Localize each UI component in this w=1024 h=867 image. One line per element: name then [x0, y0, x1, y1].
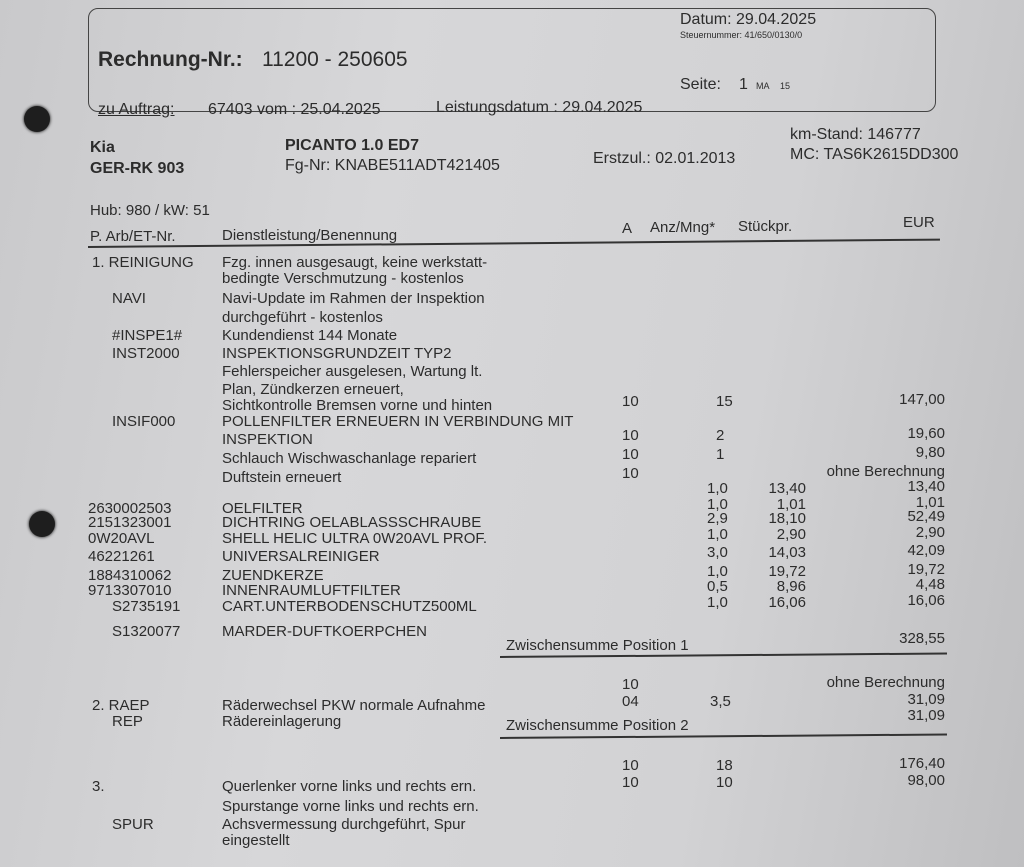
invoice-date: Datum: 29.04.2025: [680, 11, 817, 28]
item-unit-price: 18,10: [768, 510, 806, 527]
item-description: Navi-Update im Rahmen der Inspektion: [222, 290, 485, 307]
item-description: Fehlerspeicher ausgelesen, Wartung lt.: [222, 363, 483, 380]
item-quantity: 1,0: [707, 480, 728, 497]
item-code: S1320077: [112, 623, 181, 640]
item-unit-price: 13,40: [768, 480, 806, 497]
item-description: ZUENDKERZE: [222, 567, 324, 584]
mc-code: MC: TAS6K2615DD300: [790, 146, 959, 163]
item-amount: ohne Berechnung: [826, 463, 945, 480]
item-amount: 13,40: [907, 478, 945, 495]
item-a: 10: [622, 757, 639, 774]
item-quantity: 1,0: [707, 594, 728, 611]
item-quantity: 2,9: [707, 510, 728, 527]
item-unit-price: 14,03: [768, 544, 806, 561]
item-description: Räderwechsel PKW normale Aufnahme: [222, 697, 486, 714]
item-quantity: 2: [716, 427, 725, 444]
item-amount: 19,60: [907, 425, 945, 442]
mileage: km-Stand: 146777: [790, 126, 921, 143]
item-unit-price: 8,96: [776, 578, 806, 595]
item-description: POLLENFILTER ERNEUERN IN VERBINDUNG MIT: [222, 413, 574, 430]
punch-hole-middle: [29, 511, 55, 537]
item-amount: 147,00: [899, 391, 945, 408]
item-description: Spurstange vorne links und rechts ern.: [222, 798, 479, 815]
vehicle-make: Kia: [90, 139, 115, 156]
page-code-number: 15: [780, 81, 791, 91]
item-code: INST2000: [112, 345, 180, 362]
col-description: Dienstleistung/Benennung: [222, 227, 398, 244]
item-description: INSPEKTIONSGRUNDZEIT TYP2: [222, 345, 452, 362]
item-code: 3.: [92, 778, 105, 795]
col-part: P. Arb/ET-Nr.: [90, 228, 176, 245]
item-description: Rädereinlagerung: [222, 713, 342, 730]
item-code: INSIF000: [112, 413, 176, 430]
item-a: 10: [622, 446, 639, 463]
item-code: SPUR: [112, 816, 154, 833]
item-description: INSPEKTION: [222, 431, 313, 448]
item-quantity: 1,0: [707, 496, 728, 513]
item-code: 46221261: [88, 548, 155, 565]
item-amount: 2,90: [915, 524, 945, 541]
item-amount: ohne Berechnung: [826, 674, 945, 691]
item-code: 1884310062: [88, 567, 172, 584]
header-rule: [88, 239, 940, 248]
col-quantity: Anz/Mng*: [650, 219, 716, 236]
item-quantity: 3,0: [707, 544, 728, 561]
item-description: Plan, Zündkerzen erneuert,: [222, 381, 404, 398]
item-a: 04: [622, 693, 639, 710]
item-a: 10: [622, 676, 639, 693]
item-description: UNIVERSALREINIGER: [222, 548, 380, 565]
item-code: 2151323001: [88, 514, 172, 531]
item-a: 10: [622, 393, 639, 410]
item-quantity: 0,5: [707, 578, 728, 595]
item-description: Querlenker vorne links und rechts ern.: [222, 778, 477, 795]
tax-number: Steuernummer: 41/650/0130/0: [680, 30, 803, 40]
item-amount: 52,49: [907, 508, 945, 525]
page-label: Seite:: [680, 76, 721, 93]
item-description: INNENRAUMLUFTFILTER: [222, 582, 401, 599]
item-a: 10: [622, 465, 639, 482]
item-amount: 9,80: [915, 444, 945, 461]
vehicle-plate: GER-RK 903: [90, 160, 185, 177]
order-label: zu Auftrag:: [98, 101, 175, 118]
item-description: Fzg. innen ausgesaugt, keine werkstatt-: [222, 254, 488, 271]
item-description: eingestellt: [222, 832, 290, 849]
item-code: NAVI: [112, 290, 146, 307]
item-code: #INSPE1#: [112, 327, 183, 344]
item-description: MARDER-DUFTKOERPCHEN: [222, 623, 428, 640]
item-description: OELFILTER: [222, 500, 303, 517]
item-code: 1. REINIGUNG: [92, 254, 194, 271]
page-code: MA: [756, 81, 770, 91]
item-a: 10: [622, 427, 639, 444]
item-amount: 31,09: [907, 707, 945, 724]
item-description: DICHTRING OELABLASSSCHRAUBE: [222, 514, 482, 531]
item-amount: 19,72: [907, 561, 945, 578]
item-code: 2. RAEP: [92, 697, 150, 714]
item-quantity: 1,0: [707, 563, 728, 580]
item-quantity: 10: [716, 774, 733, 791]
item-description: SHELL HELIC ULTRA 0W20AVL PROF.: [222, 530, 488, 547]
subtotal1-label: Zwischensumme Position 1: [506, 637, 689, 654]
item-code: REP: [112, 713, 143, 730]
col-eur: EUR: [903, 214, 935, 231]
vehicle-model: PICANTO 1.0 ED7: [285, 137, 419, 154]
item-unit-price: 2,90: [776, 526, 806, 543]
item-quantity: 15: [716, 393, 733, 410]
item-a: 10: [622, 774, 639, 791]
order-reference: 67403 vom : 25.04.2025: [208, 101, 381, 118]
item-amount: 98,00: [907, 772, 945, 789]
item-description: durchgeführt - kostenlos: [222, 309, 383, 326]
punch-hole-top: [24, 106, 50, 132]
item-amount: 16,06: [907, 592, 945, 609]
item-description: Kundendienst 144 Monate: [222, 327, 398, 344]
item-unit-price: 16,06: [768, 594, 806, 611]
first-registration: Erstzul.: 02.01.2013: [593, 150, 736, 167]
item-description: Achsvermessung durchgeführt, Spur: [222, 816, 466, 833]
service-date: Leistungsdatum : 29.04.2025: [436, 99, 643, 116]
item-quantity: 1,0: [707, 526, 728, 543]
item-description: Duftstein erneuert: [222, 469, 342, 486]
item-description: Schlauch Wischwaschanlage repariert: [222, 450, 477, 467]
item-description: bedingte Verschmutzung - kostenlos: [222, 270, 464, 287]
item-quantity: 3,5: [710, 693, 731, 710]
invoice-number: 11200 - 250605: [262, 48, 408, 71]
item-amount: 176,40: [899, 755, 945, 772]
subtotal2-label: Zwischensumme Position 2: [506, 717, 689, 734]
subtotal2-rule: [500, 733, 947, 738]
hub-kw: Hub: 980 / kW: 51: [90, 202, 210, 219]
subtotal1-value: 328,55: [899, 630, 945, 647]
item-code: S2735191: [112, 598, 181, 615]
item-code: 0W20AVL: [88, 530, 155, 547]
item-quantity: 1: [716, 446, 725, 463]
item-code: 9713307010: [88, 582, 172, 599]
item-unit-price: 1,01: [776, 496, 806, 513]
page-number: 1: [739, 76, 748, 93]
col-a: A: [622, 220, 633, 237]
vehicle-vin: Fg-Nr: KNABE511ADT421405: [285, 157, 500, 174]
item-amount: 42,09: [907, 542, 945, 559]
item-description: CART.UNTERBODENSCHUTZ500ML: [222, 598, 477, 615]
item-amount: 1,01: [915, 494, 945, 511]
col-unit-price: Stückpr.: [738, 218, 793, 235]
invoice-label: Rechnung-Nr.:: [98, 48, 243, 71]
item-amount: 31,09: [907, 691, 945, 708]
item-unit-price: 19,72: [768, 563, 806, 580]
item-code: 2630002503: [88, 500, 172, 517]
item-amount: 4,48: [915, 576, 945, 593]
item-description: Sichtkontrolle Bremsen vorne und hinten: [222, 397, 493, 414]
item-quantity: 18: [716, 757, 733, 774]
